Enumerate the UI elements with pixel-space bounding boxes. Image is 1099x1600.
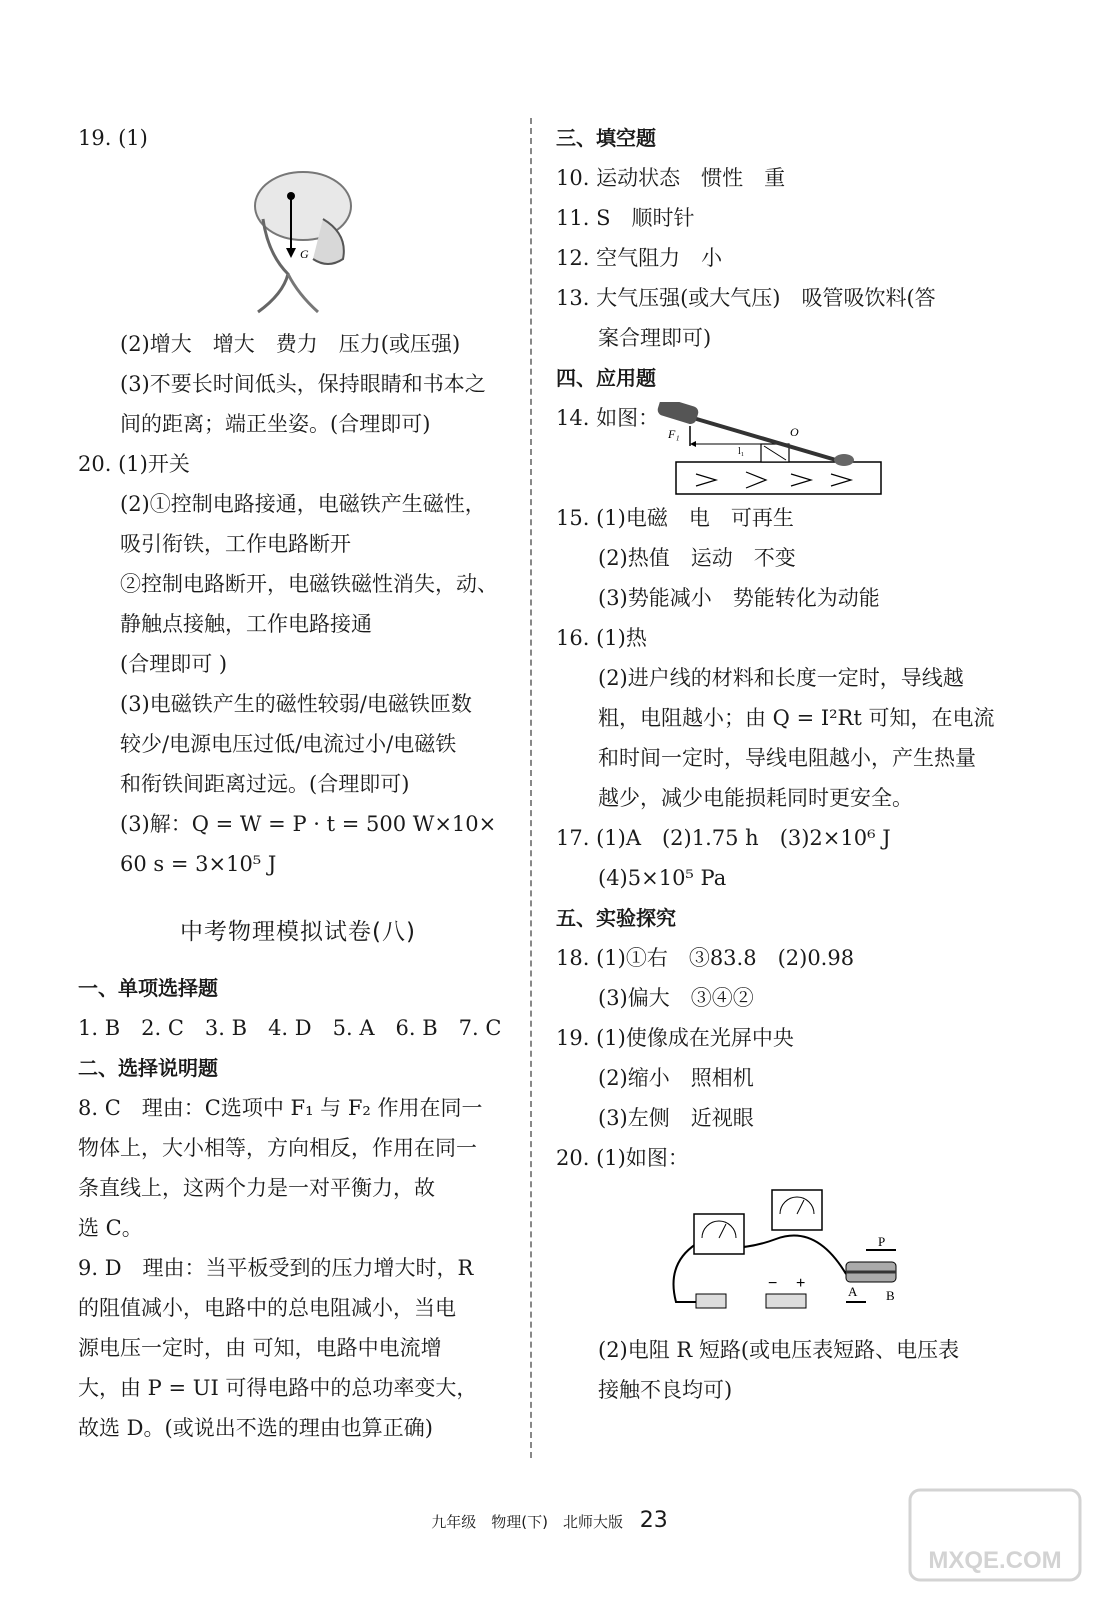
svg-text:−: −: [768, 1275, 778, 1292]
q16d: 和时间一定时，导线电阻越小，产生热量: [598, 746, 976, 770]
q18b: (3)偏大 ③④②: [598, 986, 754, 1010]
head-posture-figure: [78, 164, 518, 318]
screwdriver-lever-figure: [656, 402, 886, 498]
section-choice-explain: 二、选择说明题: [78, 1056, 218, 1080]
q9b: 的阻值减小，电路中的总电阻减小，当电: [78, 1296, 456, 1320]
terminal-a-label: A: [848, 1284, 858, 1299]
q19c: (3)左侧 近视眼: [598, 1106, 754, 1130]
q10: 10. 运动状态 惯性 重: [556, 166, 786, 190]
q8b: 物体上，大小相等，方向相反，作用在同一: [78, 1136, 477, 1160]
q20-part2c: ②控制电路断开，电磁铁磁性消失，动、: [120, 572, 498, 596]
q13a: 13. 大气压强(或大气压) 吸管吸饮料(答: [556, 286, 936, 310]
left-column: [78, 118, 518, 1448]
q20-part2e: (合理即可 ): [120, 652, 228, 676]
q20-part2a: (2)电阻 R 短路(或电压表短路、电压表: [598, 1338, 960, 1362]
q11: 11. S 顺时针: [556, 206, 695, 230]
q20-part2b: 接触不良均可): [598, 1378, 733, 1402]
q17b: (4)5×10⁵ Pa: [598, 866, 727, 890]
circuit-figure: [556, 1184, 1006, 1324]
gravity-label: G: [300, 247, 309, 261]
q20-part2a: (2)①控制电路接通，电磁铁产生磁性，: [120, 492, 486, 516]
section-single-choice: 一、单项选择题: [78, 976, 218, 1000]
circuit-diagram: [656, 1184, 916, 1324]
svg-text:+: +: [796, 1275, 806, 1292]
q15a: 15. (1)电磁 电 可再生: [556, 506, 794, 530]
q20-head: 20. (1)开关: [78, 452, 190, 476]
q16b: (2)进户线的材料和长度一定时，导线越: [598, 666, 964, 690]
q8a: 8. C 理由：C选项中 F₁ 与 F₂ 作用在同一: [78, 1096, 483, 1120]
q19a: 19. (1)使像成在光屏中央: [556, 1026, 794, 1050]
q16e: 越少，减少电能损耗同时更安全。: [598, 786, 913, 810]
q19b: (2)缩小 照相机: [598, 1066, 754, 1090]
footer-text: 九年级 物理(下) 北师大版: [431, 1513, 623, 1531]
q19-part2: (2)增大 增大 费力 压力(或压强): [120, 332, 461, 356]
section-experiment: 五、实验探究: [556, 906, 676, 930]
column-divider: [530, 118, 532, 1458]
q20-part4a: (3)解：Q = W = P · t = 500 W×10×: [120, 812, 497, 836]
q20-part2b: 吸引衔铁，工作电路断开: [120, 532, 351, 556]
section-fill-blank: 三、填空题: [556, 126, 656, 150]
q19-part3b: 间的距离；端正坐姿。(合理即可): [120, 412, 431, 436]
q8d: 选 C。: [78, 1216, 143, 1240]
right-column: [556, 118, 1006, 1410]
q20-part2d: 静触点接触，工作电路接通: [120, 612, 372, 636]
q16a: 16. (1)热: [556, 626, 647, 650]
watermark-logo: [900, 1480, 1090, 1590]
q15c: (3)势能减小 势能转化为动能: [598, 586, 880, 610]
q9a: 9. D 理由：当平板受到的压力增大时，R: [78, 1256, 474, 1280]
mc-answers: 1. B 2. C 3. B 4. D 5. A 6. B 7. C: [78, 1016, 502, 1040]
q18a: 18. (1)①右 ③83.8 (2)0.98: [556, 946, 855, 970]
q15b: (2)热值 运动 不变: [598, 546, 796, 570]
exam-title: 中考物理模拟试卷(八): [180, 919, 416, 945]
slider-label: P: [878, 1234, 886, 1249]
q19-part3a: (3)不要长时间低头，保持眼睛和书本之: [120, 372, 486, 396]
q9c: 源电压一定时，由 可知，电路中电流增: [78, 1336, 442, 1360]
q12: 12. 空气阻力 小: [556, 246, 723, 270]
fulcrum-label: O: [790, 425, 799, 439]
q20-part4b: 60 s = 3×10⁵ J: [120, 852, 277, 876]
watermark-text: MXQE.COM: [928, 1547, 1062, 1574]
q20: 20. (1)如图：: [556, 1146, 689, 1170]
q9d: 大，由 P = UI 可得电路中的总功率变大，: [78, 1376, 478, 1400]
q19-head: 19. (1): [78, 126, 148, 150]
q17a: 17. (1)A (2)1.75 h (3)2×10⁶ J: [556, 826, 891, 850]
q8c: 条直线上，这两个力是一对平衡力，故: [78, 1176, 435, 1200]
q14-row: [556, 398, 1006, 498]
section-application: 四、应用题: [556, 366, 656, 390]
terminal-b-label: B: [886, 1288, 895, 1303]
q16c: 粗，电阻越小；由 Q = I²Rt 可知，在电流: [598, 706, 995, 730]
arm-label: l₁: [738, 446, 745, 457]
force-label: F₁: [668, 427, 680, 441]
page-number: 23: [639, 1508, 668, 1533]
q14: 14. 如图：: [556, 406, 660, 430]
q20-part3c: 和衔铁间距离过远。(合理即可): [120, 772, 410, 796]
q9e: 故选 D。(或说出不选的理由也算正确): [78, 1416, 433, 1440]
q20-part3a: (3)电磁铁产生的磁性较弱/电磁铁匝数: [120, 692, 472, 716]
head-skull-image: [228, 164, 378, 314]
q13b: 案合理即可): [598, 326, 712, 350]
q20-part3b: 较少/电源电压过低/电流过小/电磁铁: [120, 732, 457, 756]
